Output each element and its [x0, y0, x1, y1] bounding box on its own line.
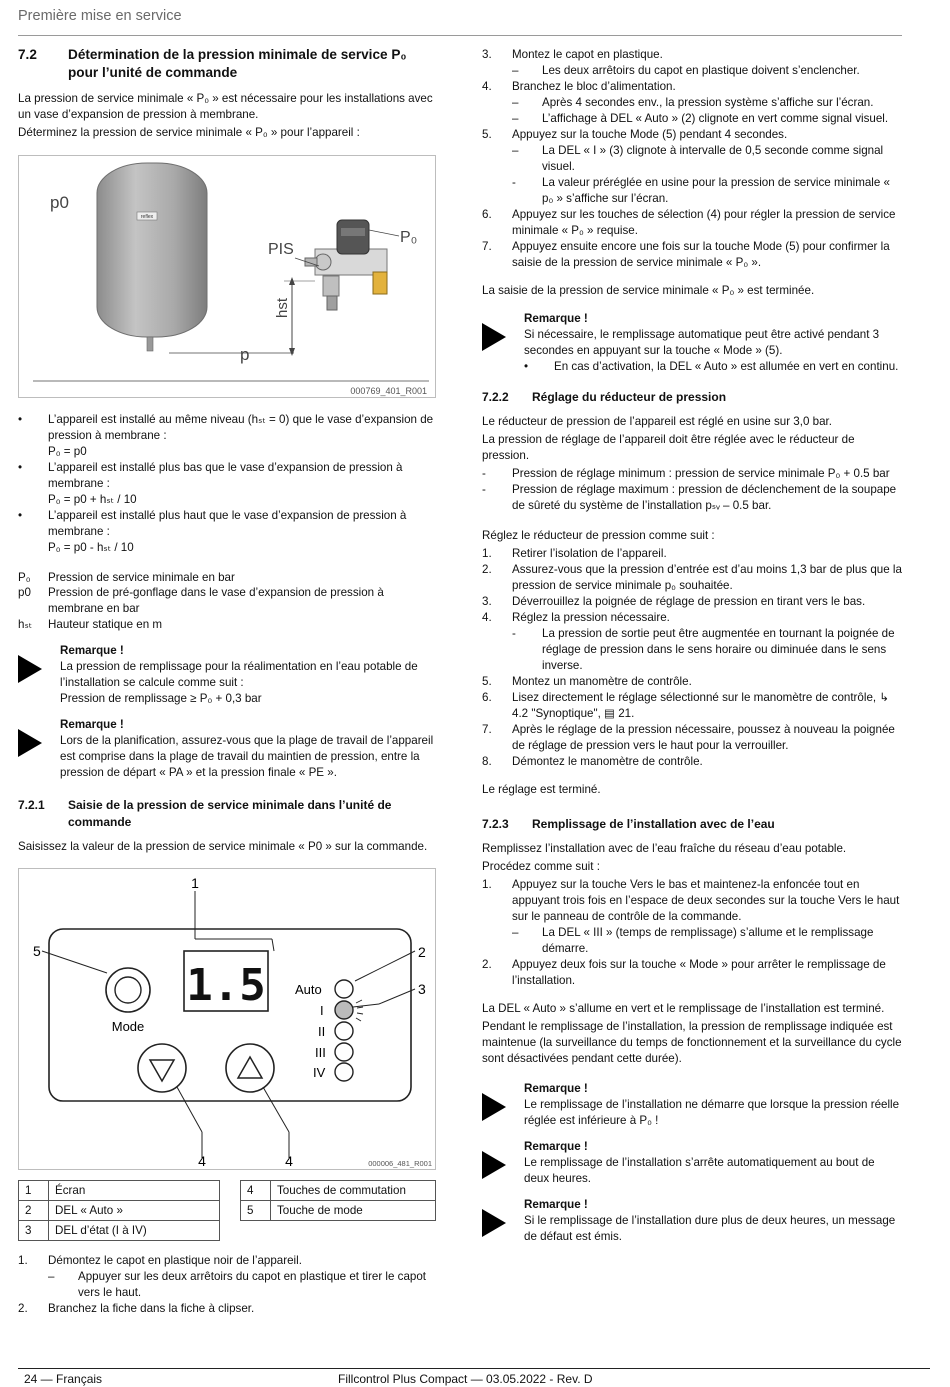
led-I: [335, 1001, 353, 1019]
callout-4-right: 4: [285, 1153, 293, 1170]
section-title: Remplissage de l’installation avec de l’eau: [532, 816, 775, 831]
step-marker: 8.: [482, 754, 492, 768]
mode-button: [106, 968, 150, 1012]
step-text: Pression de réglage maximum : pression de déclenchement de la soupape de sûreté du système de l’installation pₛᵥ – 0.5 bar.: [512, 483, 897, 513]
definition: [18, 617, 436, 633]
note-text: La pression de remplissage pour la réalimentation en l’eau potable de l’installation se calcule comme suit :: [60, 660, 418, 690]
step-text: Déverrouillez la poignée de réglage de pression en tirant vers le bas.: [512, 595, 866, 609]
step: [482, 594, 902, 610]
definition-list: [18, 570, 436, 634]
formula: P₀ = p0 - hₛₜ / 10: [48, 540, 134, 554]
legend-row: [241, 1201, 436, 1221]
callout-3: 3: [418, 981, 426, 998]
step-marker: 3.: [482, 595, 492, 609]
formula: P₀ = p0 + hₛₜ / 10: [48, 492, 137, 506]
label-p: p: [240, 344, 250, 364]
led-IV-label: IV: [313, 1065, 326, 1081]
paragraph: Le réglage est terminé.: [482, 782, 601, 796]
paragraph: Procédez comme suit :: [482, 860, 600, 874]
step: [482, 610, 902, 626]
note-text: Si nécessaire, le remplissage automatique peut être activé pendant 3 secondes en appuyant sur la touche « Mode » (5).: [524, 327, 880, 357]
step-text: Réglez la pression nécessaire.: [512, 611, 670, 625]
list-item: [18, 460, 436, 492]
step-marker: 4.: [482, 611, 492, 625]
up-button: [226, 1044, 274, 1092]
step-text: Branchez la fiche dans la fiche à clipser.: [48, 1302, 255, 1316]
step-marker: -: [512, 175, 516, 189]
note-box: [482, 1081, 902, 1129]
paragraph: Remplissez l’installation avec de l’eau fraîche du réseau d’eau potable.: [482, 842, 847, 856]
figure-control-panel: [18, 868, 436, 1170]
step-marker: –: [512, 95, 519, 109]
step-marker: -: [482, 467, 486, 481]
vessel-diagram-svg: [19, 156, 436, 398]
steps-list-7-2-2: [482, 546, 902, 770]
step-marker: –: [512, 926, 519, 940]
step-marker: 1.: [482, 547, 492, 561]
legend-num: 2: [19, 1201, 49, 1221]
note-title: Remarque !: [524, 1082, 588, 1096]
step-text: Montez le capot en plastique.: [512, 48, 663, 61]
step: [18, 1253, 436, 1269]
legend-num: 3: [19, 1221, 49, 1241]
section-title: Réglage du réducteur de pression: [532, 389, 727, 404]
step-marker: 1.: [18, 1254, 28, 1268]
note-box: [482, 311, 902, 375]
list-item: [482, 482, 902, 514]
step-text: Après le réglage de la pression nécessaire, poussez à nouveau la poignée de réglage de pression vers le haut pour la verrouiller.: [512, 722, 895, 752]
note-arrow-icon: [482, 1081, 524, 1129]
step: [482, 754, 902, 770]
callout-1: 1: [191, 875, 199, 892]
note-arrow-icon: [482, 1139, 524, 1187]
step-text: Retirer l’isolation de l’appareil.: [512, 547, 667, 561]
step-text: Pression de réglage minimum : pression de service minimale P₀ + 0.5 bar: [512, 467, 890, 481]
sub-step: [482, 925, 902, 957]
section-number: 7.2.1: [18, 798, 45, 813]
sub-step: [482, 175, 902, 207]
legend-table-right: [240, 1180, 436, 1221]
list-item: [482, 466, 902, 482]
step: [482, 127, 902, 143]
led-III: [335, 1043, 353, 1061]
bullet: •: [18, 412, 23, 426]
figure-vessel-diagram: [18, 155, 436, 398]
step-text: L’affichage à DEL « Auto » (2) clignote en vert comme signal visuel.: [542, 111, 889, 125]
label-P0-unit: P₀: [400, 228, 418, 246]
display-value: 1.5: [186, 960, 266, 1012]
list-item: [18, 412, 436, 444]
step-marker: –: [48, 1270, 55, 1284]
paragraph: Réglez le réducteur de pression comme suit :: [482, 529, 715, 543]
figure-legend: [18, 1180, 436, 1241]
note-box: [18, 643, 436, 707]
step-marker: 7.: [482, 239, 492, 253]
legend-row: [241, 1181, 436, 1201]
paragraph: Le réducteur de pression de l’appareil est réglé en usine sur 3,0 bar.: [482, 415, 832, 429]
def-text: Hauteur statique en m: [48, 618, 163, 632]
def-text: Pression de service minimale en bar: [48, 570, 235, 584]
section-7-2-heading: [18, 46, 436, 83]
step-marker: 7.: [482, 722, 492, 736]
seven-segment-display: [184, 951, 268, 1011]
paragraph: Déterminez la pression de service minimale « P₀ » pour l’appareil :: [18, 125, 360, 139]
paragraph: Pendant le remplissage de l’installation, la pression de remplissage indiquée est maintenue (la surveillance du temps de fonctionnement et la surveillance du cycle sont désactivées pendant cette durée).: [482, 1020, 902, 1066]
step-marker: 2.: [482, 958, 492, 972]
step-marker: –: [512, 63, 519, 77]
def-symbol: hₛₜ: [18, 618, 33, 632]
note-title: Remarque !: [60, 644, 124, 658]
steps-list-right: [482, 47, 902, 271]
step-text: Appuyez ensuite encore une fois sur la touche Mode (5) pour confirmer la saisie de la pression de service minimale « P₀ ».: [512, 239, 890, 269]
left-column: [18, 46, 436, 1317]
legend-text: Écran: [49, 1181, 220, 1201]
sub-step: [482, 626, 902, 674]
callout-2: 2: [418, 944, 426, 961]
definition: [18, 570, 436, 586]
step-marker: 5.: [482, 127, 492, 141]
legend-row: [19, 1181, 220, 1201]
step: [482, 47, 902, 63]
step: [482, 674, 902, 690]
led-III-label: III: [315, 1045, 326, 1061]
step-text: Appuyez deux fois sur la touche « Mode » pour arrêter le remplissage de l’installation.: [512, 958, 886, 988]
figure-ref: 000769_401_R001: [350, 385, 427, 396]
step: [482, 79, 902, 95]
footer-rule: [18, 1368, 930, 1369]
case-text: L’appareil est installé plus haut que le vase d’expansion de pression à membrane :: [48, 508, 407, 538]
step-marker: 6.: [482, 691, 492, 704]
paragraph: La saisie de la pression de service minimale « P₀ » est terminée.: [482, 283, 815, 297]
step: [482, 207, 902, 239]
step: [482, 562, 902, 594]
sub-step: [482, 143, 902, 175]
formula: P₀ = p0: [48, 444, 87, 458]
document-title: Fillcontrol Plus Compact — 03.05.2022 - Rev. D: [338, 1372, 593, 1386]
step-text: Démontez le capot en plastique noir de l’appareil.: [48, 1254, 302, 1268]
note-text: Le remplissage de l’installation s’arrête automatiquement au bout de deux heures.: [524, 1156, 875, 1186]
step-marker: –: [512, 143, 519, 157]
step-marker: 5.: [482, 675, 492, 689]
legend-num: 4: [241, 1181, 271, 1201]
callout-4-left: 4: [198, 1153, 206, 1170]
note-text: Le remplissage de l’installation ne démarre que lorsque la pression réelle réglée est inférieure à P₀ !: [524, 1098, 900, 1128]
label-p0: p0: [50, 192, 69, 212]
steps-list-left: [18, 1253, 436, 1317]
step-marker: 2.: [482, 563, 492, 577]
sub-step: [482, 111, 902, 127]
bullet: •: [18, 460, 23, 474]
label-pis: PIS: [268, 240, 294, 258]
paragraph: La DEL « Auto » s’allume en vert et le remplissage de l’installation est terminé.: [482, 1002, 885, 1016]
step-text: Branchez le bloc d’alimentation.: [512, 79, 676, 93]
control-panel-svg: [19, 869, 436, 1170]
section-title: Détermination de la pression minimale de service P₀ pour l’unité de commande: [68, 47, 407, 81]
note-text: Si le remplissage de l’installation dure plus de deux heures, un message de défaut est émis.: [524, 1214, 896, 1244]
definition: [18, 585, 436, 617]
legend-num: 5: [241, 1201, 271, 1221]
step-marker: -: [482, 483, 486, 497]
callout-5: 5: [33, 943, 41, 960]
bullet: •: [524, 359, 529, 373]
note-box: [482, 1139, 902, 1187]
step-text: Les deux arrêtoirs du capot en plastique doivent s’enclencher.: [542, 63, 860, 77]
note-arrow-icon: [18, 643, 60, 707]
legend-row: [19, 1201, 220, 1221]
figure-ref: 000006_481_R001: [368, 1159, 432, 1169]
vessel-brand-label: reflex: [140, 213, 154, 220]
step-marker: 6.: [482, 207, 492, 221]
paragraph: La pression de service minimale « P₀ » est nécessaire pour les installations avec un vase d’expansion de pression à membrane.: [18, 91, 433, 121]
led-auto-label: Auto: [295, 982, 322, 998]
step-text: Appuyez sur les touches de sélection (4) pour régler la pression de service minimale « P₀ » requise.: [512, 207, 896, 237]
note-text: Pression de remplissage ≥ P₀ + 0,3 bar: [60, 692, 262, 706]
expansion-vessel: [97, 163, 207, 351]
legend-row: [19, 1221, 220, 1241]
led-blink-marks: [356, 1000, 363, 1021]
section-number: 7.2.2: [482, 389, 509, 404]
legend-text: DEL « Auto »: [49, 1201, 220, 1221]
paragraph: La pression de réglage de l’appareil doit être réglée avec le réducteur de pression.: [482, 433, 855, 463]
note-arrow-icon: [482, 1197, 524, 1245]
legend-text: Touches de commutation: [271, 1181, 436, 1201]
section-7-2-3-heading: [482, 816, 902, 833]
note-title: Remarque !: [524, 311, 588, 325]
note-text: En cas d’activation, la DEL « Auto » est allumée en vert en continu.: [554, 359, 899, 373]
step-text: Montez un manomètre de contrôle.: [512, 675, 692, 689]
note-arrow-icon: [482, 311, 524, 375]
note-text: Lors de la planification, assurez-vous que la plage de travail de l’appareil est comprise dans la plage de travail du maintien de pression, entre la pression de départ « PA » et la pression finale « PE ».: [60, 734, 434, 780]
step: [482, 877, 902, 925]
arrow-down-icon: [150, 1060, 174, 1081]
step-marker: 1.: [482, 878, 492, 892]
note-title: Remarque !: [524, 1198, 588, 1212]
step: [482, 690, 902, 722]
step-text: La valeur préréglée en usine pour la pression de service minimale « p₀ » s’affiche sur l’écran.: [542, 175, 891, 205]
led-IV: [335, 1063, 353, 1081]
running-header: Première mise en service: [18, 8, 182, 24]
def-symbol: p0: [18, 586, 31, 600]
paragraph: Saisissez la valeur de la pression de service minimale « P0 » sur la commande.: [18, 840, 428, 854]
section-7-2-1-heading: [18, 797, 436, 830]
section-number: 7.2.3: [482, 816, 509, 831]
led-II: [335, 1022, 353, 1040]
legend-text: Touche de mode: [271, 1201, 436, 1221]
note-box: [482, 1197, 902, 1245]
legend-text: DEL d’état (I à IV): [49, 1221, 220, 1241]
mode-label: Mode: [111, 1019, 145, 1035]
pressure-unit: [305, 220, 387, 310]
led-I-label: I: [320, 1003, 324, 1019]
step-text: Lisez directement le réglage sélectionné sur le manomètre de contrôle, ↳ 4.2 "Synoptique", ▤ 21.: [512, 691, 890, 720]
step-text: La pression de sortie peut être augmentée en tournant la poignée de réglage de pression dans le sens horaire ou diminuée dans le sens inverse.: [542, 627, 895, 673]
step-text: Appuyez sur la touche Vers le bas et maintenez-la enfoncée tout en appuyant trois fois en l’espace de deux secondes sur la touche Vers le haut sur le panneau de contrôle de la commande.: [512, 878, 900, 924]
arrow-up-icon: [238, 1057, 262, 1078]
note-box: [18, 717, 436, 781]
def-text: Pression de pré-gonflage dans le vase d’expansion de pression à membrane en bar: [48, 586, 384, 616]
callout-lines: [42, 891, 415, 1158]
step-marker: –: [512, 111, 519, 125]
step-text: La DEL « I » (3) clignote à intervalle de 0,5 seconde comme signal visuel.: [542, 143, 884, 173]
section-title: Saisie de la pression de service minimale dans l’unité de commande: [68, 798, 392, 829]
legend-num: 1: [19, 1181, 49, 1201]
led-auto: [335, 980, 353, 998]
step-marker: 2.: [18, 1302, 28, 1316]
note-title: Remarque !: [60, 718, 124, 732]
steps-list-7-2-3: [482, 877, 902, 989]
step-text: Appuyez sur la touche Mode (5) pendant 4 secondes.: [512, 127, 788, 141]
step: [482, 546, 902, 562]
case-text: L’appareil est installé plus bas que le vase d’expansion de pression à membrane :: [48, 460, 403, 490]
def-symbol: P₀: [18, 570, 31, 584]
list-item: [524, 359, 902, 375]
step-text: Démontez le manomètre de contrôle.: [512, 754, 703, 768]
step-text: Assurez-vous que la pression d’entrée est d’au moins 1,3 bar de plus que la pression de service minimale p₀ souhaitée.: [512, 563, 902, 593]
right-column: [482, 47, 902, 1253]
step: [18, 1301, 436, 1317]
label-hst: hst: [274, 297, 291, 318]
step-marker: 4.: [482, 79, 492, 93]
step-text: Après 4 secondes env., la pression système s’affiche sur l’écran.: [542, 95, 874, 109]
step: [482, 722, 902, 754]
legend-table-left: [18, 1180, 220, 1241]
header-rule: [18, 35, 902, 36]
list-item: [18, 508, 436, 540]
step: [482, 239, 902, 271]
sub-step: [482, 95, 902, 111]
step: [482, 957, 902, 989]
sub-step: [482, 63, 902, 79]
down-button: [138, 1044, 186, 1092]
step-marker: 3.: [482, 48, 492, 61]
page-number: 24 — Français: [24, 1372, 103, 1386]
section-7-2-2-heading: [482, 389, 902, 406]
sub-step: [18, 1269, 436, 1301]
led-II-label: II: [318, 1024, 326, 1040]
case-list: [18, 412, 436, 556]
note-arrow-icon: [18, 717, 60, 781]
case-text: L’appareil est installé au même niveau (hₛₜ = 0) que le vase d’expansion de pression à membrane :: [48, 412, 434, 442]
step-text: Appuyer sur les deux arrêtoirs du capot en plastique et tirer le capot vers le haut.: [78, 1270, 427, 1300]
panel-frame: [49, 929, 411, 1101]
note-title: Remarque !: [524, 1140, 588, 1154]
section-number: 7.2: [18, 47, 37, 62]
step-marker: -: [512, 627, 516, 641]
step-text: La DEL « III » (temps de remplissage) s’allume et le remplissage démarre.: [542, 926, 874, 956]
bullet: •: [18, 508, 23, 522]
